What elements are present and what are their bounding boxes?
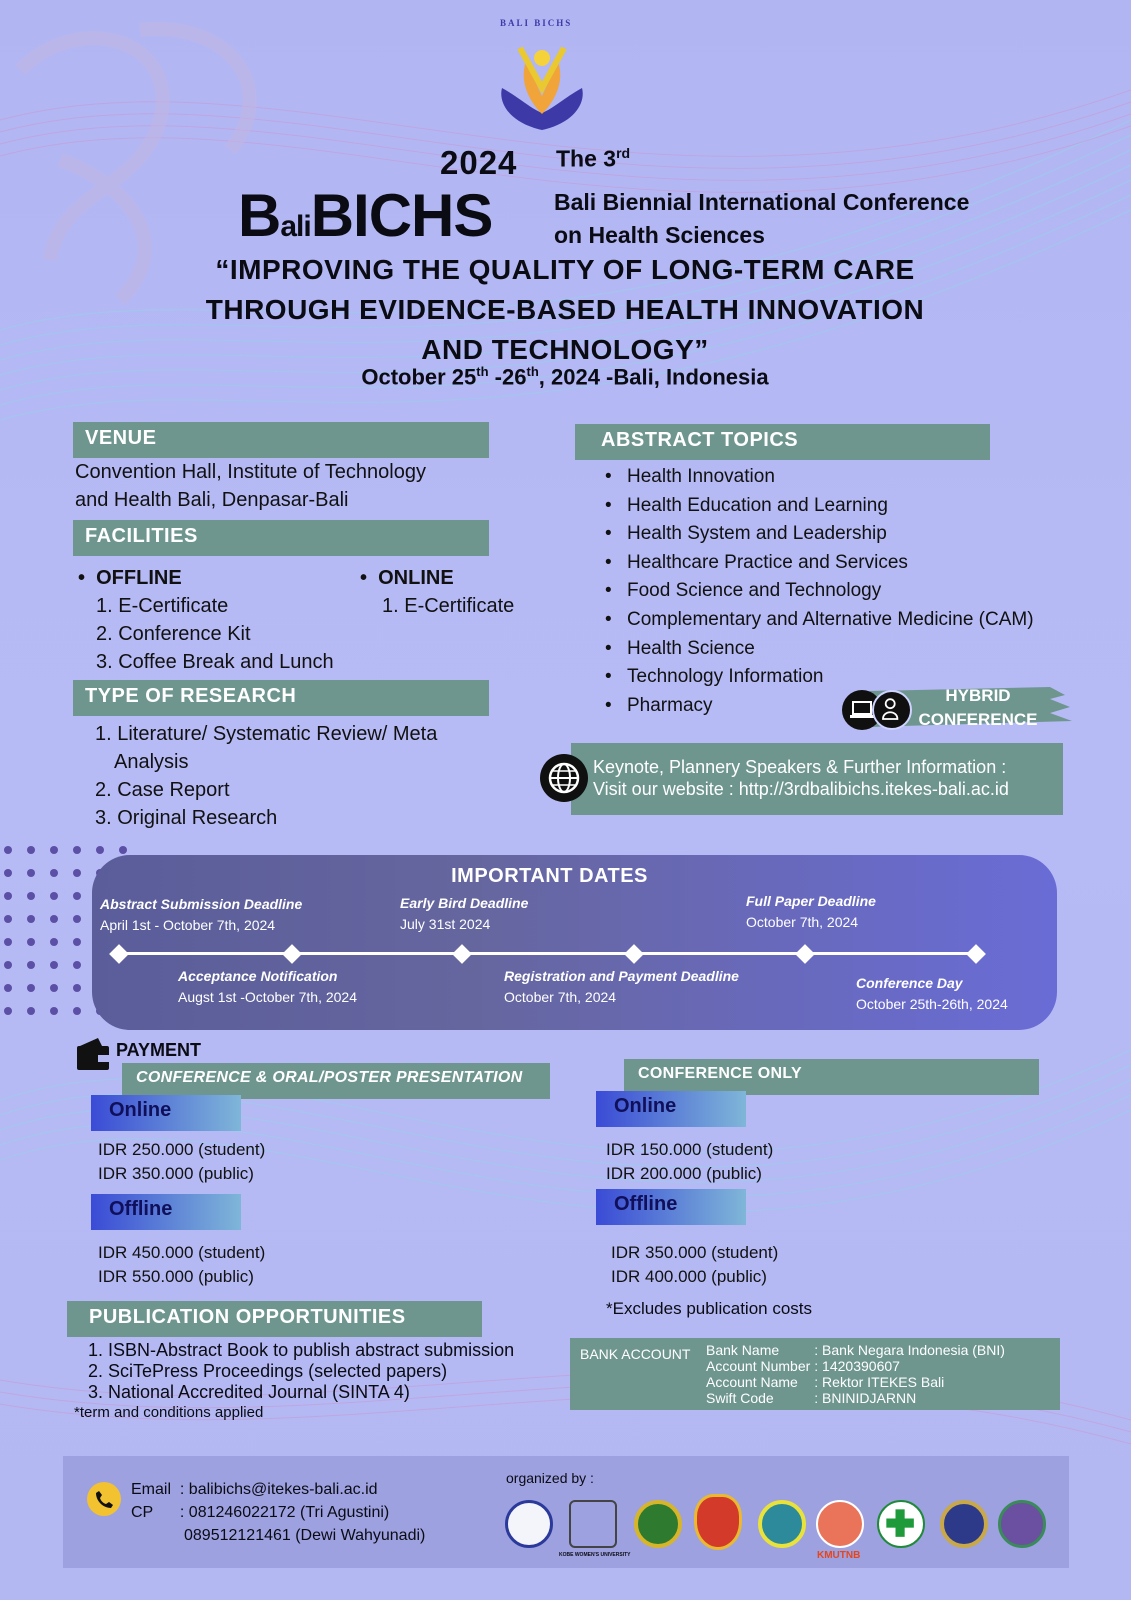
table-row: Swift Code : BNINIDJARNN [706, 1390, 917, 1406]
decorative-dot [27, 869, 35, 877]
important-dates-timeline [92, 855, 1057, 1030]
decorative-dot [27, 1007, 35, 1015]
decorative-dot [50, 846, 58, 854]
timeline-node [109, 944, 129, 964]
decorative-dot [4, 938, 12, 946]
decorative-dot [4, 846, 12, 854]
venue-heading: VENUE [73, 422, 489, 458]
timeline-event-date: Augst 1st -October 7th, 2024 [178, 989, 357, 1005]
hybrid-conference-label: HYBRID CONFERENCE [918, 686, 1038, 729]
presenter-category-heading: CONFERENCE & ORAL/POSTER PRESENTATION [122, 1063, 550, 1099]
decorative-dot [27, 961, 35, 969]
list-item: • Health Innovation [603, 463, 1073, 492]
list-item: 1. E-Certificate [96, 595, 229, 617]
list-item: • Health System and Leadership [603, 520, 1073, 549]
venue-text: Convention Hall, Institute of Technology and Health Bali, Denpasar-Bali [75, 461, 426, 511]
conference-dates: October 25th -26th, 2024 -Bali, Indonesia [361, 364, 769, 390]
timeline-node [624, 944, 644, 964]
decorative-dot [73, 892, 81, 900]
person-icon [872, 690, 912, 730]
contact-info: Email : balibichs@itekes-bali.ac.id CP : 081246022172 (Tri Agustini) 089512121461 (Dewi Wahyunadi) [131, 1481, 426, 1544]
terms-note: *term and conditions applied [74, 1404, 264, 1421]
timeline-event-date: October 25th-26th, 2024 [856, 996, 1008, 1012]
list-item: 2. Case Report [95, 779, 230, 801]
research-heading: TYPE OF RESEARCH [73, 680, 489, 716]
list-item: 2. Conference Kit [96, 623, 251, 645]
timeline-event-label: Conference Day [856, 975, 963, 991]
timeline-line [120, 952, 972, 955]
decorative-dot [4, 869, 12, 877]
decorative-dot [73, 961, 81, 969]
list-item: Analysis [114, 751, 189, 773]
organizer-logo-8 [940, 1500, 988, 1548]
decorative-dot [50, 915, 58, 923]
timeline-event-date: October 7th, 2024 [746, 914, 859, 930]
publication-list [88, 1340, 514, 1403]
website-info: Keynote, Plannery Speakers & Further Information : Visit our website : http://3rdbalibichs.itekes-bali.ac.id [571, 743, 1063, 815]
timeline-title: IMPORTANT DATES [451, 865, 648, 887]
list-item: 1. E-Certificate [382, 595, 515, 617]
bank-account-label: BANK ACCOUNT [580, 1346, 691, 1362]
timeline-event-date: October 7th, 2024 [504, 989, 617, 1005]
bank-details-table [706, 1342, 1009, 1406]
list-item: 1. ISBN-Abstract Book to publish abstract submission [88, 1340, 515, 1360]
table-row: Account Name : Rektor ITEKES Bali [706, 1374, 945, 1390]
organizer-logo-kobe [569, 1500, 617, 1548]
bank-account-box [570, 1338, 1060, 1410]
decorative-dot [50, 984, 58, 992]
presenter-online-prices: IDR 250.000 (student) IDR 350.000 (public) [98, 1140, 266, 1183]
decorative-dot [27, 938, 35, 946]
table-row: Bank Name : Bank Negara Indonesia (BNI) [706, 1342, 1005, 1358]
topics-list [603, 463, 1073, 720]
presenter-offline-prices: IDR 450.000 (student) IDR 550.000 (public) [98, 1243, 266, 1286]
presenter-online-label: Online [91, 1095, 241, 1131]
publication-heading: PUBLICATION OPPORTUNITIES [67, 1301, 482, 1337]
conference-theme: “IMPROVING THE QUALITY OF LONG-TERM CARE THROUGH EVIDENCE-BASED HEALTH INNOVATION AND TECHNOLOGY” [205, 254, 925, 365]
list-item: 1. Literature/ Systematic Review/ Meta [95, 723, 438, 745]
organizer-logo-kmutnb [816, 1500, 864, 1548]
decorative-dot [4, 915, 12, 923]
website-link[interactable]: Visit our website : http://3rdbalibichs.itekes-bali.ac.id [593, 779, 1009, 799]
timeline-node [452, 944, 472, 964]
decorative-dot [27, 892, 35, 900]
decorative-dot [73, 869, 81, 877]
timeline-event-label: Registration and Payment Deadline [504, 968, 739, 984]
timeline-event-label: Full Paper Deadline [746, 893, 876, 909]
timeline-event-date: April 1st - October 7th, 2024 [100, 917, 276, 933]
wallet-icon [76, 1036, 110, 1072]
decorative-dot [73, 915, 81, 923]
decorative-dot [27, 915, 35, 923]
list-item: • Healthcare Practice and Services [603, 549, 1073, 578]
research-list [95, 720, 437, 832]
decorative-dot [27, 984, 35, 992]
timeline-node [282, 944, 302, 964]
list-item: 2. SciTePress Proceedings (selected papers) [88, 1361, 448, 1381]
conference-year: 2024 [440, 144, 518, 181]
phone-icon [87, 1482, 121, 1516]
attendee-offline-label: Offline [596, 1189, 746, 1225]
list-item: • Food Science and Technology [603, 577, 1073, 606]
timeline-event-label: Early Bird Deadline [400, 895, 529, 911]
decorative-dot [50, 1007, 58, 1015]
facilities-offline-list [96, 592, 334, 676]
decorative-dot [4, 1007, 12, 1015]
email-link[interactable]: : balibichs@itekes-bali.ac.id [179, 1481, 378, 1498]
list-item: 3. National Accredited Journal (SINTA 4) [88, 1382, 410, 1402]
edition-label: The 3rd [556, 145, 631, 172]
balibichs-logo [490, 18, 594, 138]
brand-subtitle: Bali Biennial International Conference on Health Sciences [554, 189, 970, 248]
list-item: • Health Science [603, 635, 1073, 664]
list-item: • Health Education and Learning [603, 492, 1073, 521]
organized-by-label: organized by : [506, 1470, 594, 1486]
facilities-online-title: • ONLINE [360, 567, 454, 589]
decorative-dot [73, 1007, 81, 1015]
list-item: • Pharmacy [603, 692, 1073, 721]
decorative-dot [4, 961, 12, 969]
organizer-logo-4 [694, 1494, 742, 1550]
decorative-dot [73, 938, 81, 946]
decorative-dot [50, 892, 58, 900]
decorative-dot [119, 846, 127, 854]
list-item: 3. Coffee Break and Lunch [96, 651, 334, 673]
timeline-node [795, 944, 815, 964]
decorative-dot [50, 869, 58, 877]
decorative-dot [50, 938, 58, 946]
decorative-dot [4, 892, 12, 900]
decorative-dot [96, 846, 104, 854]
decorative-dot [4, 984, 12, 992]
timeline-node [966, 944, 986, 964]
logo-caption: BALI BICHS [500, 18, 573, 28]
decorative-dot [50, 961, 58, 969]
facilities-online-list [382, 592, 514, 620]
list-item: • Technology Information [603, 663, 1073, 692]
organizer-logo-9 [998, 1500, 1046, 1548]
topics-heading: ABSTRACT TOPICS [575, 424, 990, 460]
attendee-online-prices: IDR 150.000 (student) IDR 200.000 (public) [606, 1140, 774, 1183]
facilities-heading: FACILITIES [73, 520, 489, 556]
presenter-offline-label: Offline [91, 1194, 241, 1230]
timeline-event-date: July 31st 2024 [400, 916, 491, 932]
organizer-logo-5 [758, 1500, 806, 1548]
facilities-offline-title: • OFFLINE [78, 567, 182, 589]
globe-icon [540, 754, 588, 802]
publication-cost-note: *Excludes publication costs [606, 1299, 813, 1318]
attendee-online-label: Online [596, 1091, 746, 1127]
list-item: 3. Original Research [95, 807, 278, 829]
organizer-logo-health-cross [877, 1500, 925, 1548]
decorative-dot [27, 846, 35, 854]
decorative-dot [73, 984, 81, 992]
organizer-caption-kobe: KOBE WOMEN'S UNIVERSITY [559, 1552, 631, 1558]
footer [63, 1456, 1069, 1568]
organizer-caption-kmutnb: KMUTNB [817, 1550, 861, 1561]
payment-heading: PAYMENT [116, 1040, 202, 1060]
timeline-event-label: Acceptance Notification [178, 968, 338, 984]
timeline-event-label: Abstract Submission Deadline [100, 896, 303, 912]
brand-name: BaliBICHS [238, 182, 493, 249]
organizer-logo-3 [634, 1500, 682, 1548]
organizer-logo-itekes [505, 1500, 553, 1548]
decorative-dot [73, 846, 81, 854]
attendee-category-heading: CONFERENCE ONLY [624, 1059, 1039, 1095]
attendee-offline-prices: IDR 350.000 (student) IDR 400.000 (public) [611, 1243, 779, 1286]
table-row: Account Number : 1420390607 [706, 1358, 900, 1374]
list-item: • Complementary and Alternative Medicine (CAM) [603, 606, 1073, 635]
